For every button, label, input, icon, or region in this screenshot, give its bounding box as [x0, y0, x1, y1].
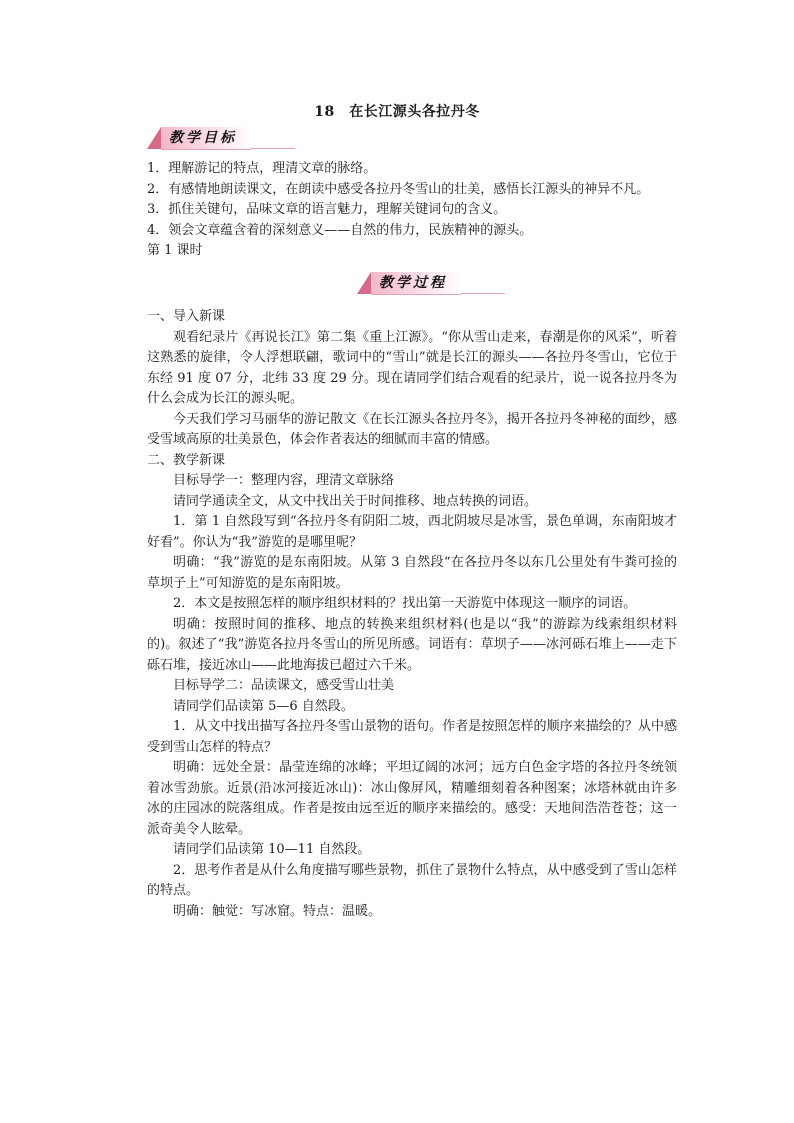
paragraph: 请同学通读全文，从文中找出关于时间推移、地点转换的词语。: [173, 493, 538, 509]
objective-item: 4．领会文章蕴含着的深刻意义——自然的伟力，民族精神的源头。: [147, 222, 533, 238]
lesson-period-label: 第 1 课时: [147, 243, 203, 258]
answer: 明确：“我”游览的是东南阳坡。从第 3 自然段“在各拉丹冬以东几公里处有牛粪可捡的草坝子上”可知游览的是东南阳坡。: [147, 555, 677, 591]
section-badge-process: [357, 271, 505, 295]
process-body: [147, 307, 677, 922]
section-heading: 二、教学新课: [147, 452, 226, 468]
goal-heading: 目标导学二：品读课文，感受雪山壮美: [173, 678, 395, 693]
answer: 明确：触觉：写冰窟。特点：温暖。: [173, 903, 382, 919]
objective-item: 3．抓住关键句，品味文章的语言魅力，理解关键词句的含义。: [147, 202, 507, 217]
objectives-list: [147, 159, 677, 262]
badge-triangle-icon: [147, 127, 161, 149]
question: 2．思考作者是从什么角度描写哪些景物，抓住了景物什么特点，从中感受到了雪山怎样的特点。: [147, 862, 677, 898]
badge-triangle-icon: [357, 272, 371, 294]
paragraph: 今天我们学习马丽华的游记散文《在长江源头各拉丹冬》，揭开各拉丹冬神秘的面纱，感受雪域高原的壮美景色，体会作者表达的细腻而丰富的情感。: [147, 411, 677, 447]
badge-underline: [461, 293, 505, 294]
objective-item: 2．有感情地朗读课文，在朗读中感受各拉丹冬雪山的壮美，感悟长江源头的神异不凡。: [147, 181, 650, 197]
section-badge-objectives: [147, 126, 295, 150]
section-label: 教学目标: [161, 127, 251, 150]
paragraph: 观看纪录片《再说长江》第二集《重上江源》。“你从雪山走来，春潮是你的风采”，听着这熟悉的旋律，令人浮想联翩，歌词中的“雪山”就是长江的源头——各拉丹冬雪山，它位于东经 91 度 07 分，北纬 33 度 29 分。现在请同学们结合观看的纪录片，说一说各拉丹冬为什么会成为长江的源头呢。: [147, 329, 677, 406]
paragraph: 请同学们品读第 5—6 自然段。: [173, 698, 354, 714]
badge-underline: [251, 148, 295, 149]
page-title: 18 在长江源头各拉丹冬: [314, 104, 480, 120]
section-heading: 一、导入新课: [147, 309, 226, 324]
paragraph: 请同学们品读第 10—11 自然段。: [173, 842, 371, 857]
question: 1．从文中找出描写各拉丹冬雪山景物的语句。作者是按照怎样的顺序来描绘的？从中感受到雪山怎样的特点？: [147, 719, 677, 755]
section-label: 教学过程: [371, 272, 461, 295]
question: 2．本文是按照怎样的顺序组织材料的？找出第一天游览中体现这一顺序的词语。: [173, 596, 637, 611]
answer: 明确：按照时间的推移、地点的转换来组织材料(也是以“我”的游踪为线索组织材料的)。叙述了“我”游览各拉丹冬雪山的所见所感。词语有：草坝子——冰河砾石堆上——走下砾石堆，接近冰山——此地海拔已超过六千米。: [147, 616, 677, 673]
question: 1．第 1 自然段写到“各拉丹冬有阴阳二坡，西北阴坡尽是冰雪，景色单调，东南阳坡才好看”。你认为“我”游览的是哪里呢？: [147, 514, 677, 550]
objective-item: 1．理解游记的特点，理清文章的脉络。: [147, 161, 377, 176]
goal-heading: 目标导学一：整理内容，理清文章脉络: [173, 473, 395, 488]
answer: 明确：远处全景：晶莹连绵的冰峰；平坦辽阔的冰河；远方白色金字塔的各拉丹冬统领着冰雪劲旅。近景(沿冰河接近冰山)：冰山像屏风，精雕细刻着各种图案；冰塔林就由许多冰的庄园冰的院落组成。作者是按由远至近的顺序来描绘的。感受：天地间浩浩苍苍；这一派奇美令人眩晕。: [147, 760, 677, 837]
